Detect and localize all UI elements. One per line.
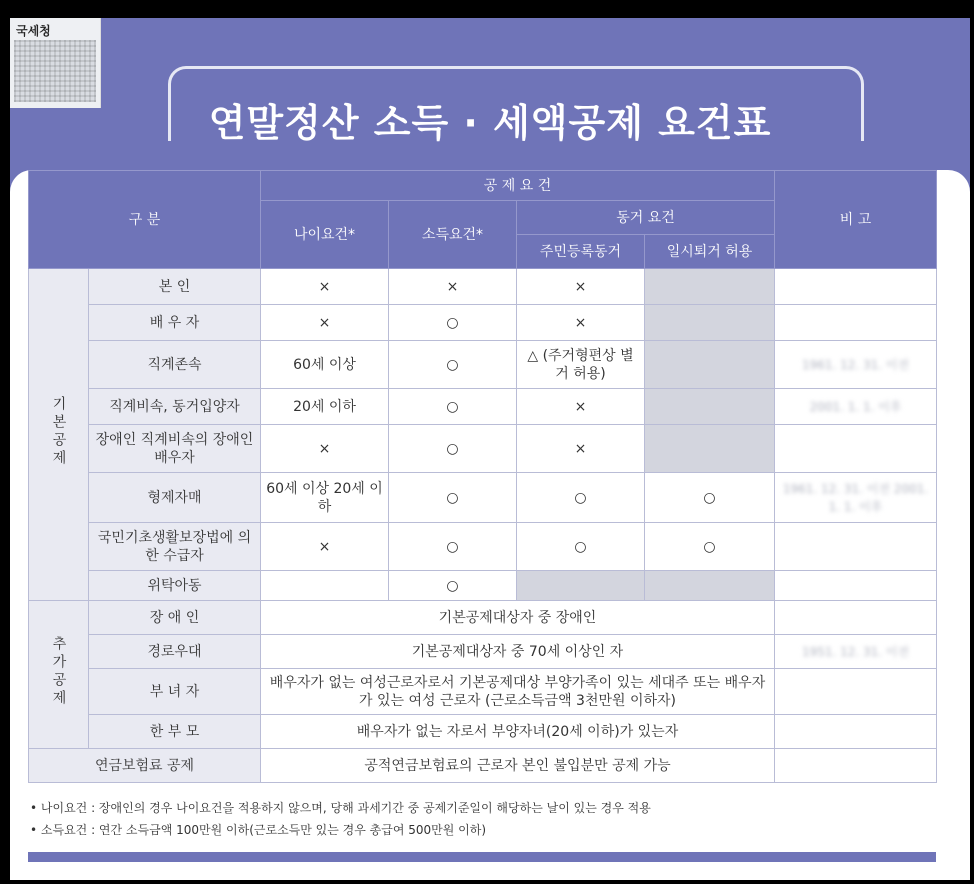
cell-age: × [261, 305, 389, 341]
cell-resident: ○ [517, 523, 645, 571]
cell-resident: ○ [517, 473, 645, 523]
header-income-req: 소득요건* [389, 201, 517, 269]
cell-resident [517, 571, 645, 601]
cell-age: 20세 이하 [261, 389, 389, 425]
row-name: 직계존속 [89, 341, 261, 389]
header-cohabit: 동거 요건 [517, 201, 775, 235]
cell-income: ○ [389, 523, 517, 571]
cell-leave: ○ [645, 473, 775, 523]
cell-desc: 기본공제대상자 중 70세 이상인 자 [261, 635, 775, 669]
row-name: 경로우대 [89, 635, 261, 669]
footnotes [30, 797, 651, 841]
row-name: 직계비속, 동거입양자 [89, 389, 261, 425]
row-name: 위탁아동 [89, 571, 261, 601]
cell-age [261, 571, 389, 601]
cell-desc: 배우자가 없는 자로서 부양자녀(20세 이하)가 있는자 [261, 715, 775, 749]
row-name: 배 우 자 [89, 305, 261, 341]
cell-income: ○ [389, 571, 517, 601]
header-division: 구 분 [29, 171, 261, 269]
cell-age: 60세 이상 [261, 341, 389, 389]
pension-row-name: 연금보험료 공제 [29, 749, 261, 783]
cell-remark [775, 571, 937, 601]
cell-resident: × [517, 305, 645, 341]
cell-resident: × [517, 269, 645, 305]
bottom-bar [28, 852, 936, 862]
row-name: 한 부 모 [89, 715, 261, 749]
cell-income: × [389, 269, 517, 305]
cell-desc: 배우자가 없는 여성근로자로서 기본공제대상 부양가족이 있는 세대주 또는 배우자가 있는 여성 근로자 (근로소득금액 3천만원 이하자) [261, 669, 775, 715]
cell-remark [775, 669, 937, 715]
cell-income: ○ [389, 305, 517, 341]
cell-remark [775, 523, 937, 571]
cell-remark-blurred: 2001. 1. 1. 이후 [775, 389, 937, 425]
row-name: 형제자매 [89, 473, 261, 523]
cell-remark-blurred: 1961. 12. 31. 이전 [775, 341, 937, 389]
cell-remark [775, 425, 937, 473]
cell-age: × [261, 523, 389, 571]
header-age-req: 나이요건* [261, 201, 389, 269]
cell-remark-blurred: 1961. 12. 31. 이전 2001. 1. 1. 이후 [775, 473, 937, 523]
row-name: 부 녀 자 [89, 669, 261, 715]
note-age: • 나이요건 : 장애인의 경우 나이요건을 적용하지 않으며, 당해 과세기간 중 공제기준일이 해당하는 날이 있는 경우 적용 [30, 801, 651, 815]
page-title: 연말정산 소득 · 세액공제 요건표 [208, 101, 772, 145]
cell-income: ○ [389, 425, 517, 473]
cell-leave [645, 305, 775, 341]
header-resident-reg: 주민등록동거 [517, 235, 645, 269]
cell-age: × [261, 425, 389, 473]
cell-remark [775, 269, 937, 305]
row-name: 장 애 인 [89, 601, 261, 635]
cell-age: 60세 이상 20세 이하 [261, 473, 389, 523]
header-requirements: 공 제 요 건 [261, 171, 775, 201]
cell-leave [645, 571, 775, 601]
additional-deduction-label: 추가공제 [29, 601, 89, 749]
row-name: 국민기초생활보장법에 의한 수급자 [89, 523, 261, 571]
cell-remark-blurred: 1951. 12. 31. 이전 [775, 635, 937, 669]
header-remarks: 비 고 [775, 171, 937, 269]
header-temp-leave: 일시퇴거 허용 [645, 235, 775, 269]
note-income: • 소득요건 : 연간 소득금액 100만원 이하(근로소득만 있는 경우 총급여 500만원 이하) [30, 823, 487, 837]
pension-desc: 공적연금보험료의 근로자 본인 불입분만 공제 가능 [261, 749, 775, 783]
cell-resident: × [517, 425, 645, 473]
basic-deduction-label: 기본공제 [29, 269, 89, 601]
cell-leave [645, 425, 775, 473]
cell-resident: △ (주거형편상 별거 허용) [517, 341, 645, 389]
cell-income: ○ [389, 341, 517, 389]
requirements-table [28, 170, 937, 783]
logo-text: 국세청 [16, 24, 51, 38]
cell-income: ○ [389, 473, 517, 523]
cell-leave [645, 389, 775, 425]
cell-leave [645, 341, 775, 389]
cell-resident: × [517, 389, 645, 425]
cell-remark [775, 715, 937, 749]
row-name: 본 인 [89, 269, 261, 305]
cell-remark [775, 601, 937, 635]
cell-desc: 기본공제대상자 중 장애인 [261, 601, 775, 635]
cell-leave [645, 269, 775, 305]
cell-remark [775, 749, 937, 783]
cell-age: × [261, 269, 389, 305]
cell-income: ○ [389, 389, 517, 425]
cell-remark [775, 305, 937, 341]
cell-leave: ○ [645, 523, 775, 571]
row-name: 장애인 직계비속의 장애인 배우자 [89, 425, 261, 473]
